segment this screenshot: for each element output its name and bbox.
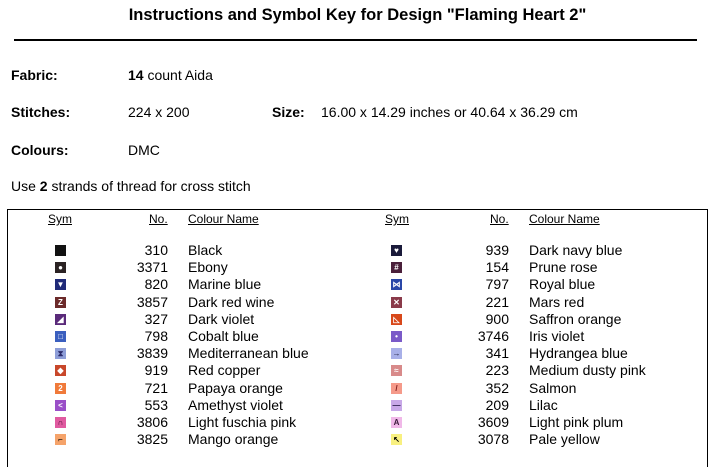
- fabric-label: Fabric:: [11, 67, 58, 83]
- symbol-swatch-icon: —: [392, 400, 401, 410]
- colour-name: Ebony: [188, 259, 228, 276]
- dmc-number: 919: [144, 362, 168, 379]
- colour-name: Salmon: [529, 379, 577, 396]
- colour-name: Light fuschia pink: [188, 414, 297, 430]
- symbol-swatch-icon: ◆: [55, 365, 66, 376]
- dmc-number: 3609: [477, 414, 509, 430]
- colour-name: Marine blue: [188, 276, 262, 293]
- symbol-swatch-icon: □: [55, 331, 66, 342]
- colours-value: DMC: [128, 142, 160, 158]
- fabric-value: [128, 67, 213, 83]
- left-no-header: No.: [149, 212, 168, 226]
- symbol-swatch-icon: ◢: [55, 314, 66, 325]
- dmc-number: 798: [144, 328, 168, 344]
- symbol-swatch-icon: ◺: [391, 314, 402, 325]
- dmc-number: 3806: [136, 414, 168, 430]
- fabric-count: 14: [128, 67, 144, 83]
- dmc-number: 797: [485, 276, 509, 293]
- dmc-number: 154: [485, 259, 509, 276]
- dmc-number: 352: [485, 379, 509, 396]
- stitches-value: 224 x 200: [128, 104, 190, 120]
- fabric-text: count Aida: [147, 67, 213, 83]
- colour-name: Light pink plum: [529, 414, 624, 430]
- colour-name: Mars red: [529, 293, 585, 310]
- colour-name: Pale yellow: [529, 431, 600, 448]
- symbol-swatch-icon: •: [391, 331, 402, 342]
- dmc-number: 3825: [136, 431, 168, 448]
- symbol-swatch-icon: →: [392, 349, 401, 359]
- left-sym-header: Sym: [48, 212, 72, 226]
- colour-name: Lilac: [529, 396, 558, 413]
- dmc-number: 327: [144, 310, 168, 327]
- dmc-number: 223: [485, 362, 509, 379]
- title-underline: [14, 39, 697, 41]
- symbol-swatch-icon: ↖: [391, 434, 402, 445]
- stitches-label: Stitches:: [11, 104, 71, 120]
- dmc-number: 721: [144, 379, 168, 396]
- right-sym-header: Sym: [385, 212, 409, 226]
- dmc-number: 221: [485, 293, 509, 310]
- dmc-number: 3371: [136, 259, 168, 276]
- colour-name: Black: [188, 242, 223, 258]
- colour-name: Prune rose: [529, 259, 598, 276]
- colour-name: Amethyst violet: [188, 396, 283, 413]
- dmc-number: 553: [144, 396, 168, 413]
- symbol-swatch-icon: ⋈: [392, 280, 401, 290]
- symbol-swatch-icon: A: [391, 417, 402, 428]
- symbol-swatch-icon: 2: [55, 383, 66, 394]
- colour-name: Saffron orange: [529, 310, 622, 327]
- size-value: 16.00 x 14.29 inches or 40.64 x 36.29 cm: [321, 104, 578, 120]
- dmc-number: 3857: [136, 293, 168, 310]
- right-no-header: No.: [490, 212, 509, 226]
- symbol-swatch-icon: <: [55, 400, 66, 411]
- right-name-header: Colour Name: [529, 212, 600, 226]
- left-name-header: Colour Name: [188, 212, 259, 226]
- size-label: Size:: [272, 104, 305, 120]
- symbol-swatch-icon: /: [391, 383, 402, 394]
- dmc-number: 341: [485, 345, 509, 362]
- colour-name: Dark navy blue: [529, 242, 623, 258]
- instruction-pre: Use: [11, 178, 40, 194]
- strand-count: 2: [39, 178, 48, 194]
- colour-name: Mango orange: [188, 431, 279, 448]
- colour-name: Medium dusty pink: [529, 362, 646, 379]
- dmc-number: 939: [485, 242, 509, 258]
- symbol-swatch-icon: #: [391, 262, 402, 273]
- symbol-swatch-icon: ●: [55, 262, 66, 273]
- dmc-number: 310: [144, 242, 168, 258]
- dmc-number: 3746: [477, 328, 509, 344]
- colour-name: Dark red wine: [188, 293, 275, 310]
- symbol-swatch-icon: [55, 245, 66, 256]
- colour-name: Hydrangea blue: [529, 345, 628, 362]
- colour-name: Red copper: [188, 362, 261, 379]
- symbol-swatch-icon: ▼: [56, 280, 65, 290]
- colours-label: Colours:: [11, 142, 69, 158]
- page-title: Instructions and Symbol Key for Design "Flaming Heart 2": [128, 6, 587, 24]
- dmc-number: 3078: [477, 431, 509, 448]
- symbol-swatch-icon: ✕: [391, 297, 402, 308]
- colour-name: Cobalt blue: [188, 328, 259, 344]
- dmc-number: 3839: [136, 345, 168, 362]
- colour-name: Dark violet: [188, 310, 255, 327]
- thread-instruction: [11, 178, 251, 194]
- symbol-swatch-icon: ≈: [391, 365, 402, 376]
- dmc-number: 820: [144, 276, 168, 293]
- colour-name: Papaya orange: [188, 379, 283, 396]
- instruction-post: strands of thread for cross stitch: [47, 178, 251, 194]
- colour-name: Royal blue: [529, 276, 596, 293]
- dmc-number: 900: [485, 310, 509, 327]
- symbol-swatch-icon: ⌐: [55, 434, 66, 445]
- colour-name: Iris violet: [529, 328, 585, 344]
- colour-name: Mediterranean blue: [188, 345, 309, 362]
- dmc-number: 209: [485, 396, 509, 413]
- symbol-swatch-icon: Z: [55, 297, 66, 308]
- symbol-swatch-icon: ♥: [391, 245, 402, 256]
- symbol-swatch-icon: ∩: [55, 417, 66, 428]
- symbol-swatch-icon: ⧗: [55, 348, 66, 359]
